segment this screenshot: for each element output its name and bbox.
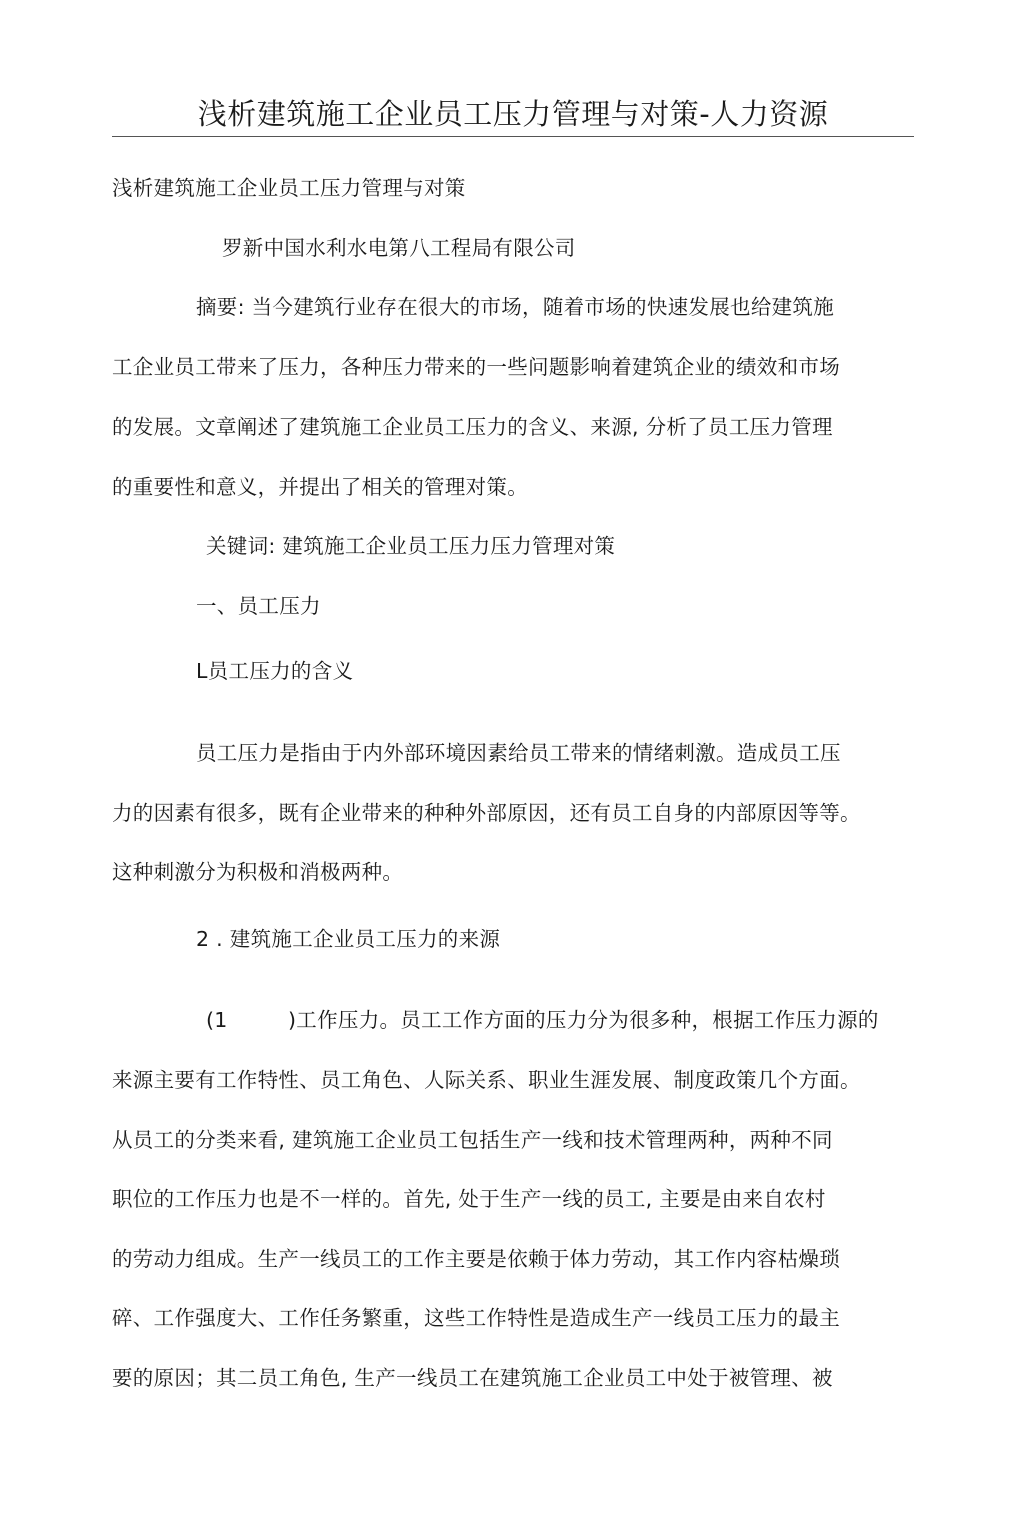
list-marker: (1 [206,1008,228,1032]
section-heading: 一、员工压力 [196,594,321,618]
paragraph-line: )工作压力。员工工作方面的压力分为很多种，根据工作压力源的 [288,1008,879,1032]
paragraph-line: 员工压力是指由于内外部环境因素给员工带来的情绪刺激。造成员工压 [196,741,841,765]
article-subtitle: 浅析建筑施工企业员工压力管理与对策 [112,176,466,200]
paragraph-line: 职位的工作压力也是不一样的。首先, 处于生产一线的员工, 主要是由来自农村 [112,1187,826,1211]
paragraph-line: 碎、工作强度大、工作任务繁重，这些工作特性是造成生产一线员工压力的最主 [112,1306,840,1330]
subsection-heading: L员工压力的含义 [196,659,354,683]
paragraph-line: 从员工的分类来看, 建筑施工企业员工包括生产一线和技术管理两种，两种不同 [112,1128,833,1152]
paragraph-line: 来源主要有工作特性、员工角色、人际关系、职业生涯发展、制度政策几个方面。 [112,1068,861,1092]
abstract-line: 的重要性和意义，并提出了相关的管理对策。 [112,475,528,499]
author-line: 罗新中国水利水电第八工程局有限公司 [222,236,576,260]
abstract-line: 的发展。文章阐述了建筑施工企业员工压力的含义、来源, 分析了员工压力管理 [112,415,833,439]
paragraph-line: 的劳动力组成。生产一线员工的工作主要是依赖于体力劳动，其工作内容枯燥琐 [112,1247,840,1271]
document-title: 浅析建筑施工企业员工压力管理与对策-人力资源 [197,97,829,131]
paragraph-line: 这种刺激分为积极和消极两种。 [112,860,404,884]
abstract-line: 摘要: 当今建筑行业存在很大的市场，随着市场的快速发展也给建筑施 [196,295,835,319]
keywords-line: 关键词: 建筑施工企业员工压力压力管理对策 [206,534,616,558]
paragraph-line: 要的原因；其二员工角色, 生产一线员工在建筑施工企业员工中处于被管理、被 [112,1366,833,1390]
abstract-line: 工企业员工带来了压力，各种压力带来的一些问题影响着建筑企业的绩效和市场 [112,355,840,379]
paragraph-line: 力的因素有很多，既有企业带来的种种外部原因，还有员工自身的内部原因等等。 [112,801,861,825]
title-underline [112,136,914,137]
subsection-heading: 2 . 建筑施工企业员工压力的来源 [196,927,501,951]
